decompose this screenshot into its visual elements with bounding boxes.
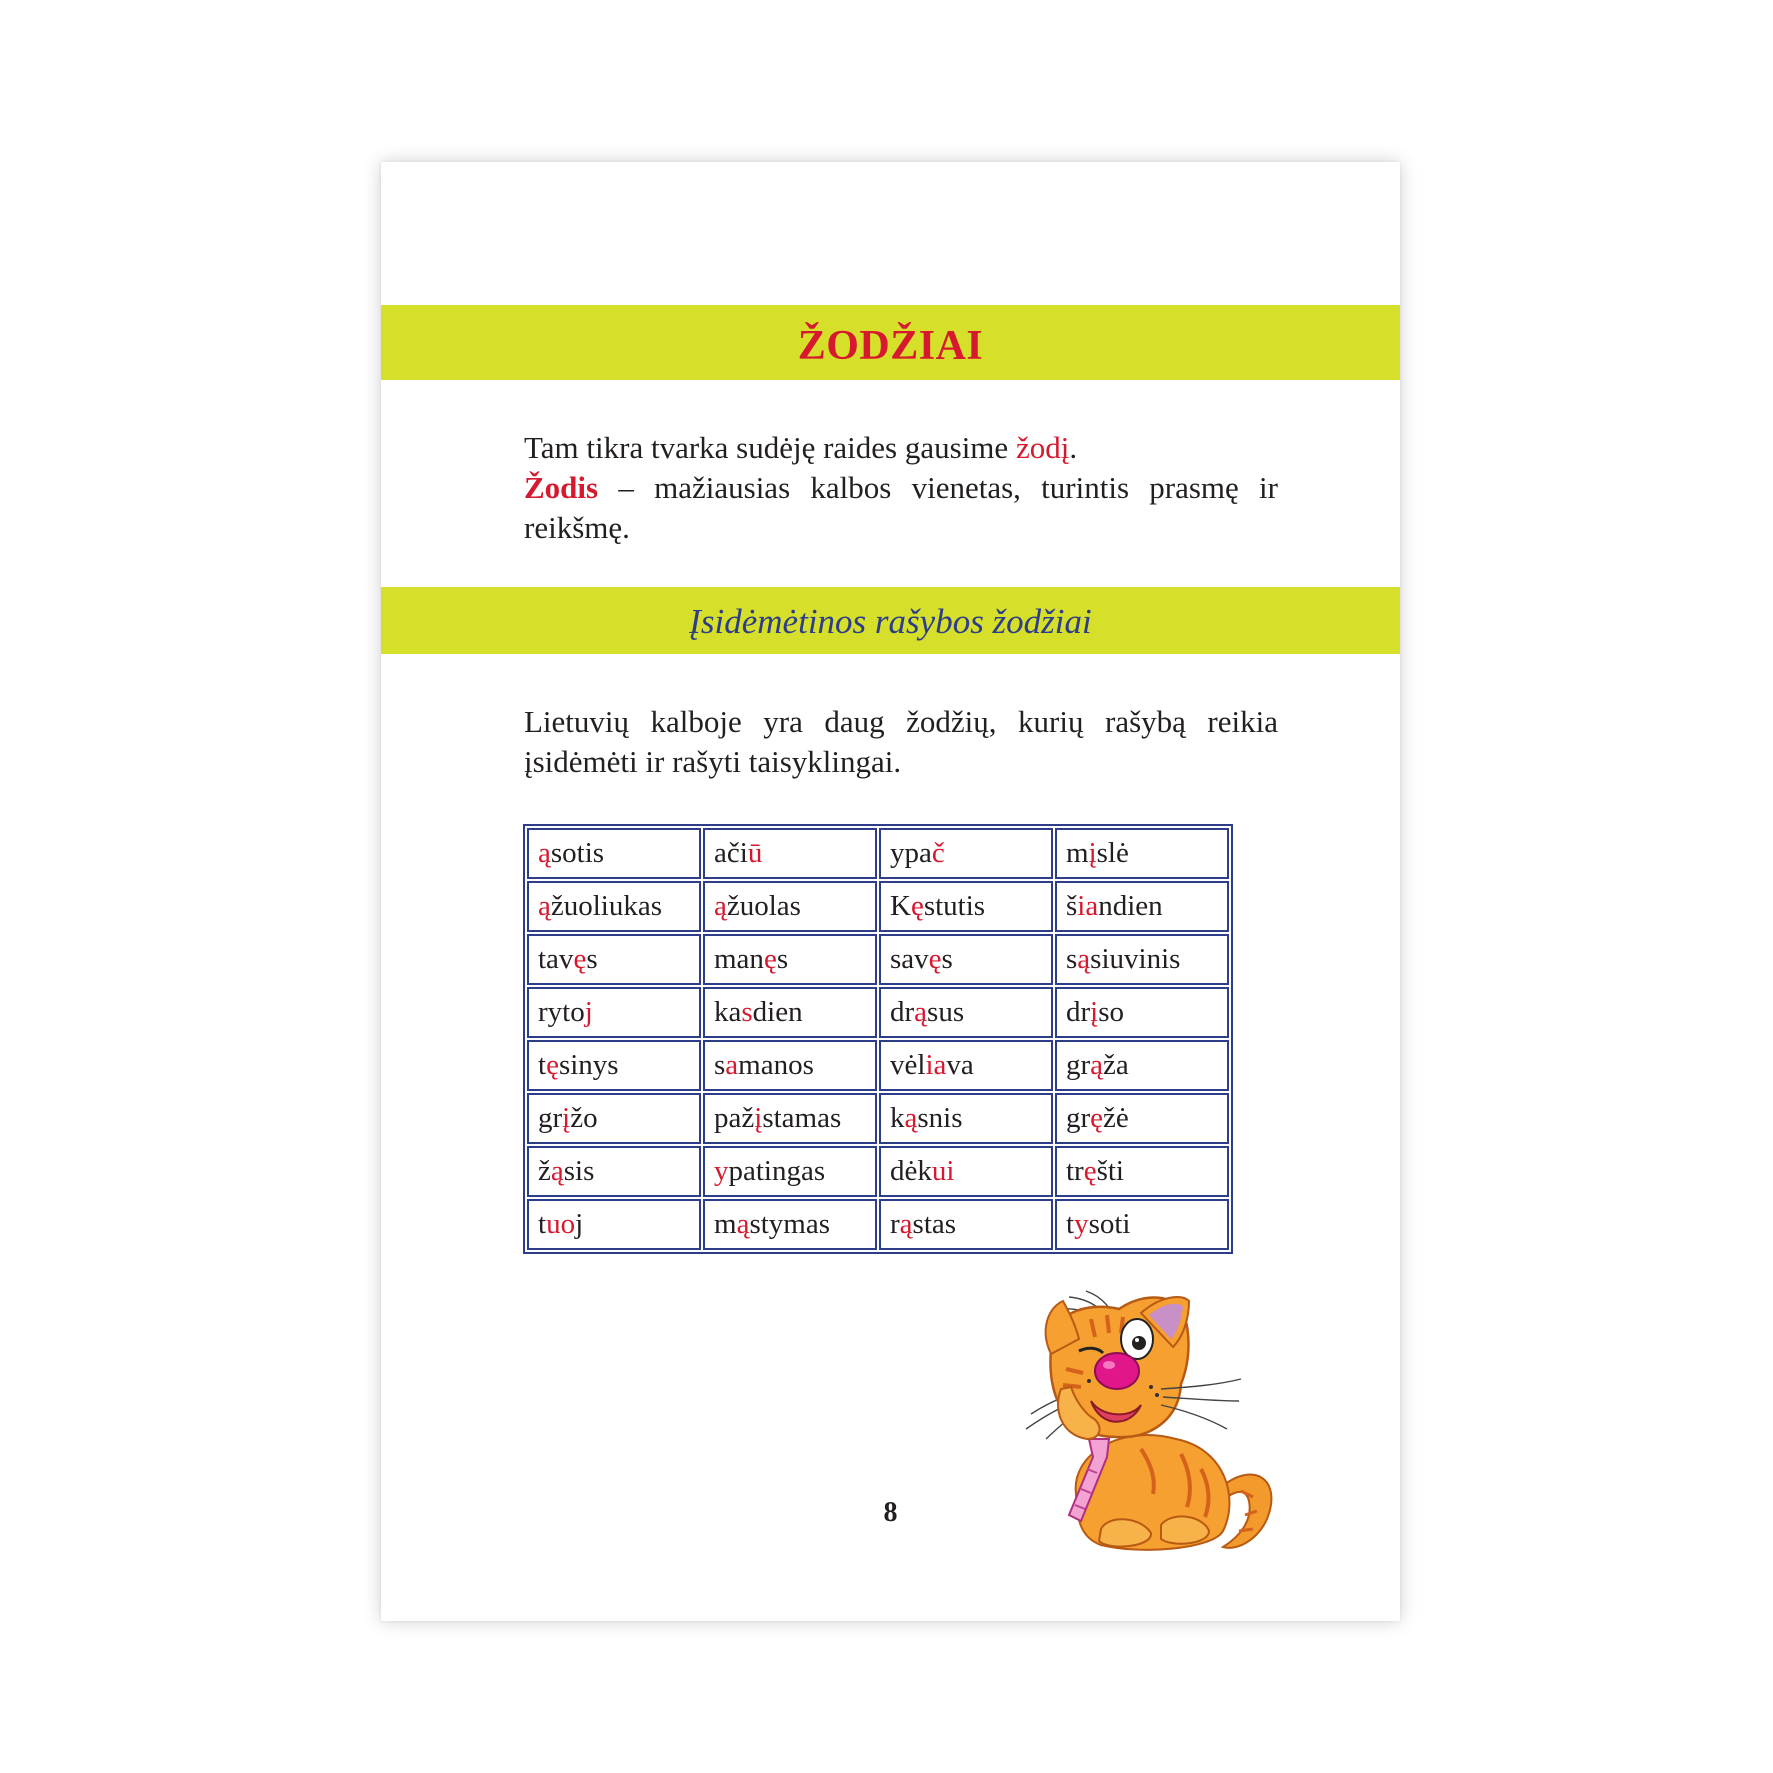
- word-part: gr: [1066, 1102, 1091, 1134]
- word-cell: [703, 1199, 877, 1250]
- word-part: dien: [752, 996, 803, 1028]
- definition-line-2: reikšmę.: [524, 510, 630, 545]
- definition-text: – mažiausias kalbos vienetas, turintis prasmę ir: [598, 470, 1278, 505]
- word-part: stas: [912, 1208, 957, 1240]
- definition-line: [524, 468, 1278, 508]
- word-part: r: [890, 1208, 900, 1240]
- word-part: stutis: [923, 890, 986, 922]
- word-part: ypa: [890, 837, 932, 869]
- description-paragraph: [524, 702, 1278, 782]
- word-part: sav: [890, 943, 929, 975]
- word-highlight: j: [584, 996, 593, 1028]
- word-highlight: ą: [538, 890, 551, 922]
- word-highlight: ū: [747, 837, 763, 869]
- page-number: 8: [883, 1497, 898, 1528]
- intro-text: Tam tikra tvarka sudėję raides gausime: [524, 430, 1016, 465]
- word-cell: [1055, 1093, 1229, 1144]
- word-part: t: [538, 1208, 547, 1240]
- word-part: s: [941, 943, 953, 975]
- word-cell: [527, 987, 701, 1038]
- word-part: stymas: [749, 1208, 830, 1240]
- word-part: sotis: [550, 837, 605, 869]
- word-highlight: uo: [546, 1208, 576, 1240]
- word-highlight: ą: [1090, 1049, 1104, 1081]
- word-part: s: [1066, 943, 1078, 975]
- word-part: paž: [714, 1102, 755, 1134]
- table-row: [527, 987, 1229, 1038]
- word-highlight: ą: [736, 1208, 750, 1240]
- word-part: va: [946, 1049, 974, 1081]
- word-highlight: į: [562, 1102, 571, 1134]
- word-cell: [527, 1146, 701, 1197]
- table-row: [527, 1040, 1229, 1091]
- word-cell: [703, 987, 877, 1038]
- title-band: [381, 305, 1400, 380]
- word-part: man: [714, 943, 764, 975]
- word-table: [523, 824, 1233, 1254]
- word-highlight: ą: [714, 890, 727, 922]
- intro-highlight-word: žodį: [1015, 430, 1070, 465]
- word-part: patingas: [728, 1155, 826, 1187]
- word-cell: [527, 1199, 701, 1250]
- word-highlight: ą: [899, 1208, 913, 1240]
- word-cell: [703, 828, 877, 879]
- word-cell: [703, 1146, 877, 1197]
- word-highlight: ę: [546, 1049, 559, 1081]
- word-part: žuolas: [726, 890, 801, 922]
- table-row: [527, 1093, 1229, 1144]
- word-cell: [879, 1040, 1053, 1091]
- word-highlight: į: [1088, 837, 1097, 869]
- word-highlight: ę: [763, 943, 777, 975]
- intro-period: .: [1069, 430, 1078, 465]
- word-highlight: ia: [1077, 890, 1099, 922]
- word-part: k: [890, 1102, 905, 1134]
- word-part: stamas: [762, 1102, 842, 1134]
- word-highlight: ą: [904, 1102, 918, 1134]
- word-cell: [527, 828, 701, 879]
- word-part: sis: [563, 1155, 595, 1187]
- word-cell: [1055, 1146, 1229, 1197]
- word-part: snis: [917, 1102, 963, 1134]
- table-row: [527, 828, 1229, 879]
- word-cell: [527, 934, 701, 985]
- intro-line-1: [524, 428, 1278, 468]
- word-part: ači: [714, 837, 748, 869]
- word-part: žė: [1103, 1102, 1129, 1134]
- word-highlight: s: [741, 996, 753, 1028]
- word-cell: [1055, 987, 1229, 1038]
- word-cell: [879, 881, 1053, 932]
- word-part: s: [586, 943, 598, 975]
- word-cell: [703, 1040, 877, 1091]
- word-cell: [703, 881, 877, 932]
- word-highlight: ą: [1077, 943, 1091, 975]
- word-part: ndien: [1098, 890, 1163, 922]
- word-part: so: [1098, 996, 1125, 1028]
- word-part: slė: [1096, 837, 1129, 869]
- word-highlight: ui: [931, 1155, 955, 1187]
- word-part: m: [1066, 837, 1089, 869]
- word-part: tr: [1066, 1155, 1084, 1187]
- word-table-body: [527, 828, 1229, 1250]
- word-cell: [879, 828, 1053, 879]
- word-highlight: ę: [928, 943, 942, 975]
- table-row: [527, 1199, 1229, 1250]
- table-row: [527, 881, 1229, 932]
- word-cell: [527, 1040, 701, 1091]
- word-part: šti: [1096, 1155, 1124, 1187]
- definition-term: Žodis: [524, 470, 599, 505]
- description-line-2: įsidėmėti ir rašyti taisyklingai.: [524, 744, 902, 779]
- word-cell: [879, 1146, 1053, 1197]
- word-part: ka: [714, 996, 742, 1028]
- word-cell: [527, 881, 701, 932]
- word-part: gr: [538, 1102, 563, 1134]
- word-part: dr: [890, 996, 915, 1028]
- word-cell: [879, 987, 1053, 1038]
- word-part: j: [575, 1208, 584, 1240]
- word-cell: [1055, 1040, 1229, 1091]
- page-title: ŽODŽIAI: [797, 322, 984, 369]
- word-part: dr: [1066, 996, 1091, 1028]
- table-row: [527, 1146, 1229, 1197]
- word-part: t: [1066, 1208, 1075, 1240]
- word-cell: [1055, 1199, 1229, 1250]
- word-highlight: į: [754, 1102, 763, 1134]
- word-cell: [703, 934, 877, 985]
- word-part: s: [776, 943, 789, 975]
- word-part: K: [890, 890, 911, 922]
- word-part: žo: [570, 1102, 598, 1134]
- word-part: m: [714, 1208, 737, 1240]
- word-highlight: a: [725, 1049, 739, 1081]
- book-page: [381, 162, 1400, 1621]
- word-part: š: [1066, 890, 1078, 922]
- word-highlight: ą: [538, 837, 551, 869]
- word-part: manos: [738, 1049, 814, 1081]
- section-subtitle: Įsidėmėtinos rašybos žodžiai: [689, 601, 1092, 641]
- description-line-1: Lietuvių kalboje yra daug žodžių, kurių rašybą reikia: [524, 704, 1278, 739]
- word-part: ž: [538, 1155, 551, 1187]
- word-cell: [1055, 934, 1229, 985]
- word-part: sinys: [558, 1049, 619, 1081]
- word-highlight: ia: [925, 1049, 947, 1081]
- word-cell: [703, 1093, 877, 1144]
- word-highlight: į: [1090, 996, 1099, 1028]
- word-part: sus: [927, 996, 965, 1028]
- word-highlight: č: [931, 837, 945, 869]
- word-part: gr: [1066, 1049, 1091, 1081]
- word-highlight: y: [1074, 1208, 1089, 1240]
- word-cell: [1055, 881, 1229, 932]
- word-part: soti: [1088, 1208, 1131, 1240]
- word-cell: [879, 934, 1053, 985]
- intro-paragraph: [524, 428, 1278, 548]
- word-highlight: ę: [1090, 1102, 1104, 1134]
- word-highlight: ą: [914, 996, 928, 1028]
- word-cell: [527, 1093, 701, 1144]
- word-highlight: ę: [910, 890, 924, 922]
- word-part: siuvinis: [1090, 943, 1181, 975]
- word-part: ryto: [538, 996, 585, 1028]
- word-highlight: ą: [550, 1155, 564, 1187]
- word-cell: [1055, 828, 1229, 879]
- word-part: ža: [1103, 1049, 1129, 1081]
- word-part: tav: [538, 943, 574, 975]
- table-row: [527, 934, 1229, 985]
- word-part: s: [714, 1049, 726, 1081]
- word-highlight: y: [714, 1155, 729, 1187]
- word-part: žuoliukas: [550, 890, 663, 922]
- word-part: t: [538, 1049, 547, 1081]
- word-part: dėk: [890, 1155, 932, 1187]
- word-cell: [879, 1093, 1053, 1144]
- word-highlight: ę: [1083, 1155, 1097, 1187]
- word-highlight: ę: [573, 943, 587, 975]
- word-part: vėl: [890, 1049, 926, 1081]
- subtitle-band: [381, 587, 1400, 654]
- word-cell: [879, 1199, 1053, 1250]
